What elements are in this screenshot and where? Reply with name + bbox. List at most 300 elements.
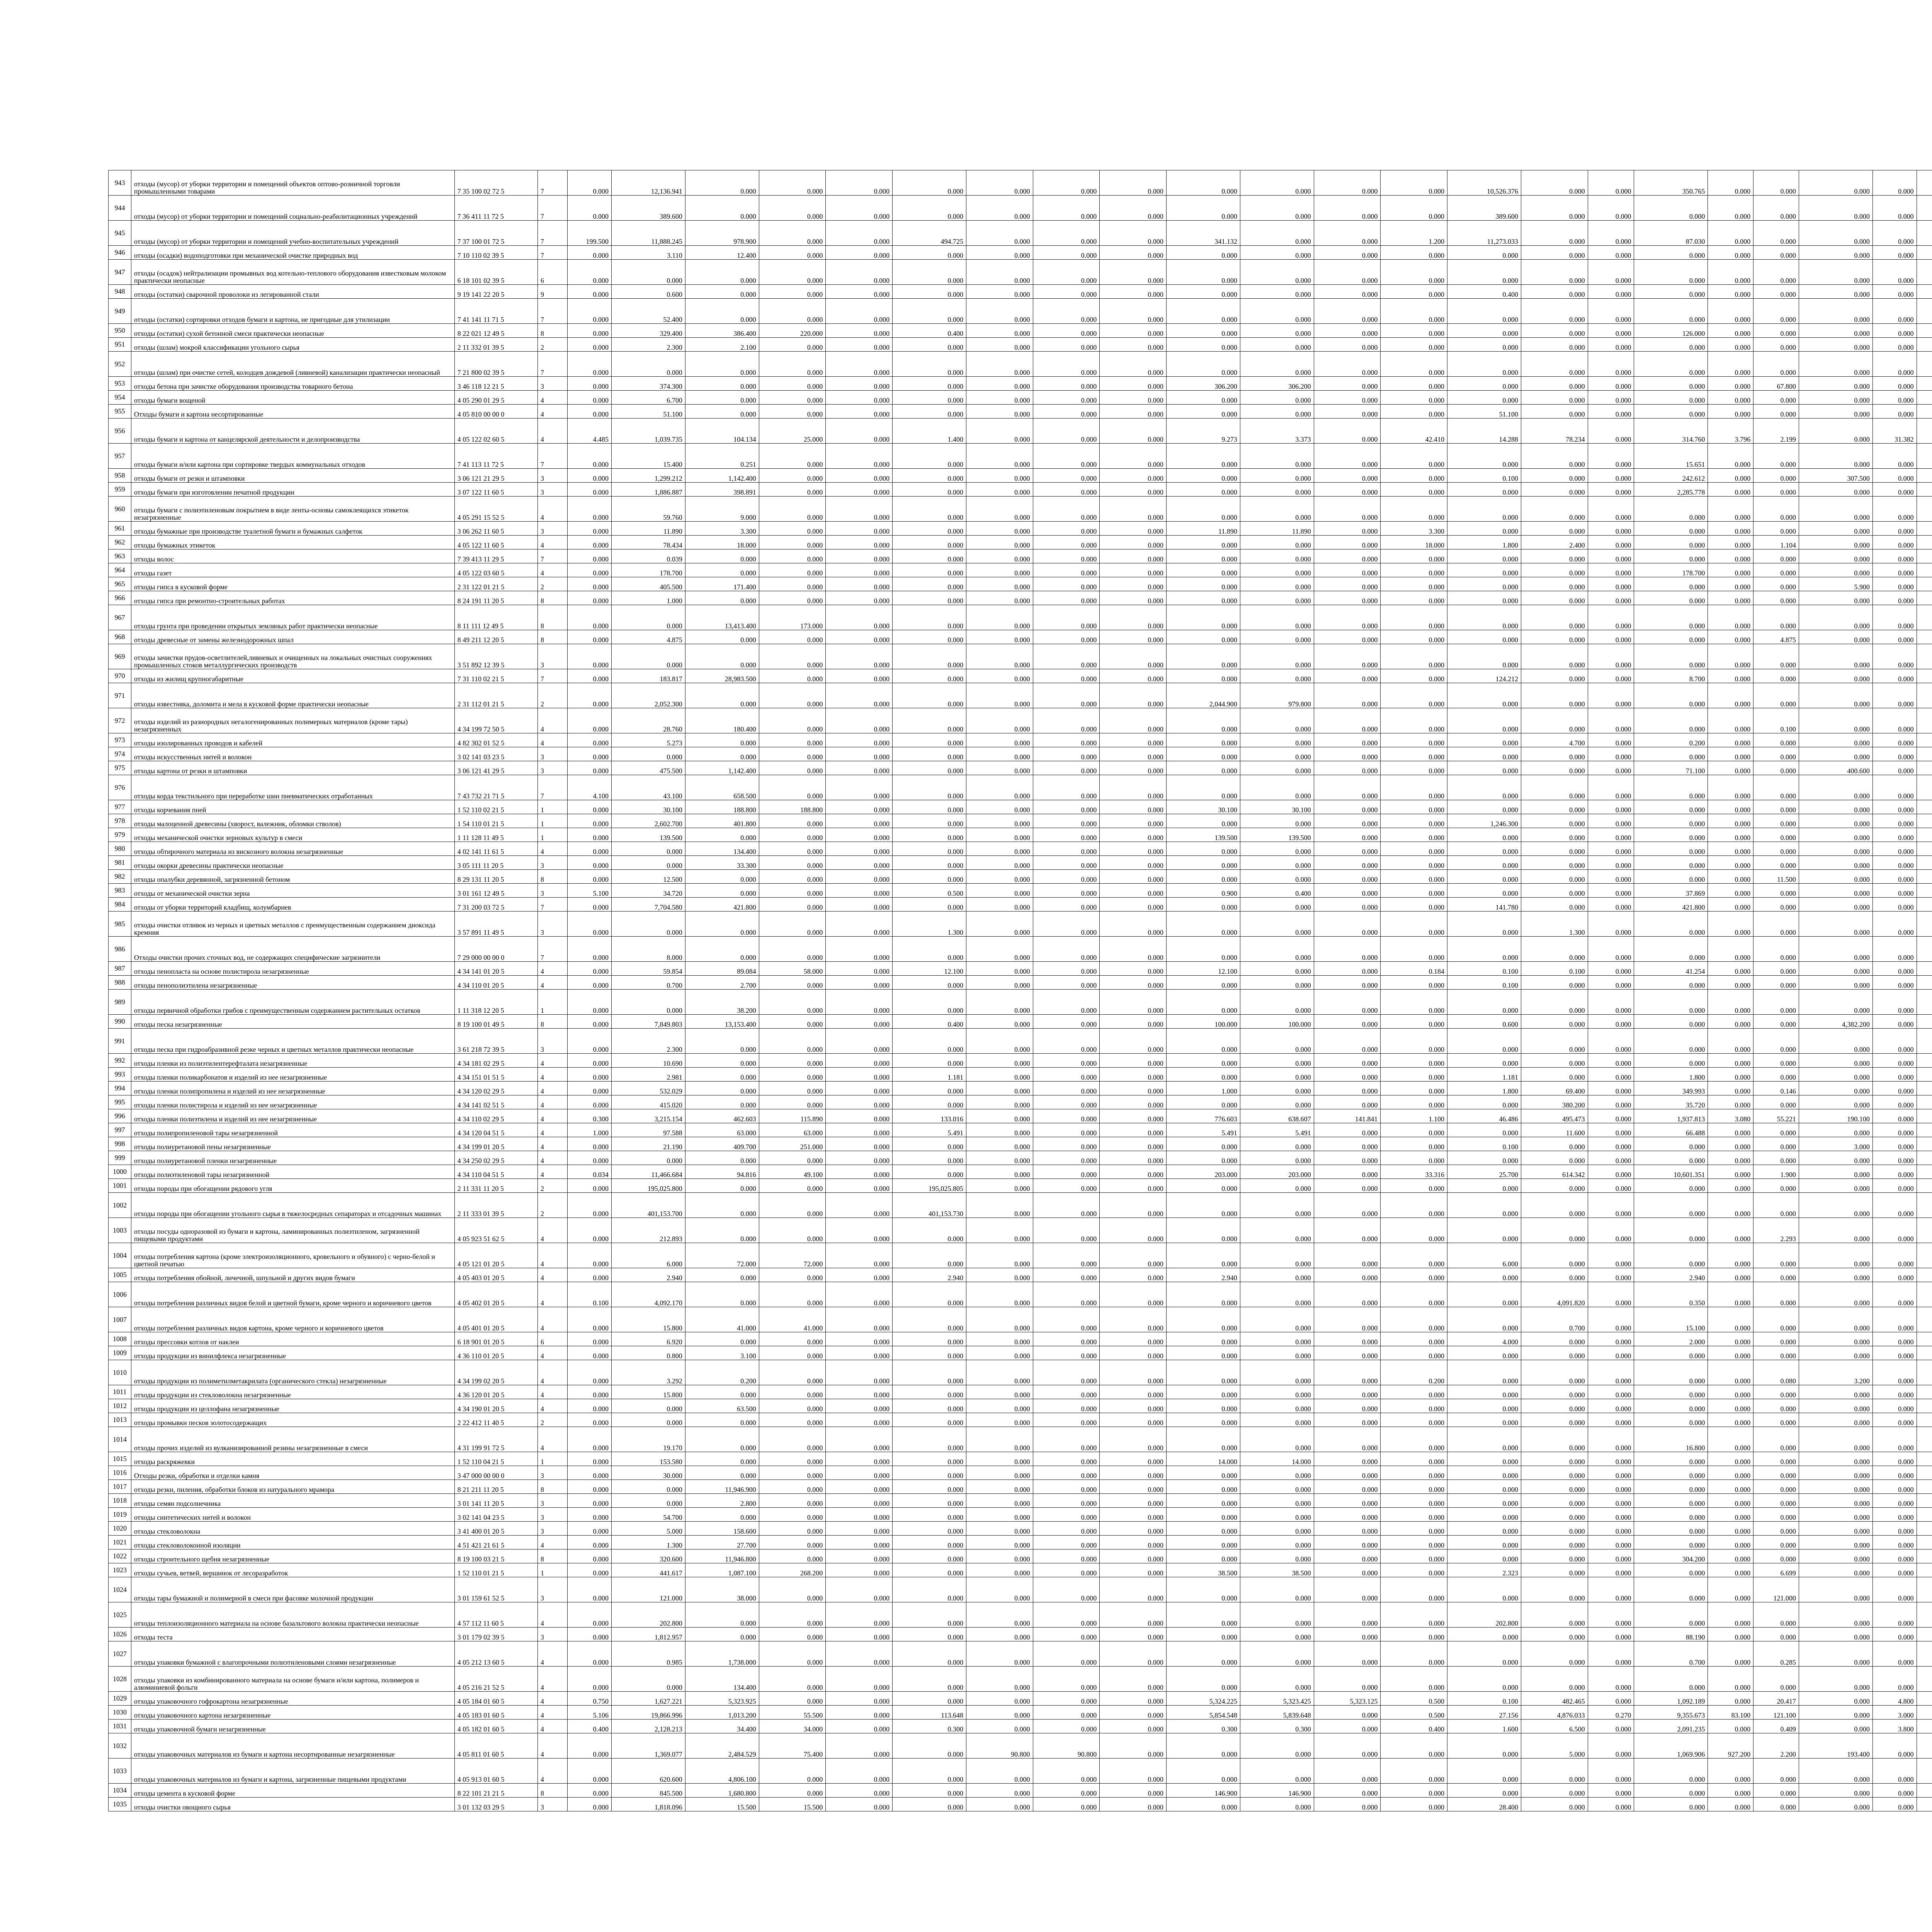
value-cell: 0.000 [966,1759,1033,1784]
value-cell: 475.500 [611,761,685,775]
value-cell: 0.000 [826,1282,893,1307]
value-cell: 0.000 [966,1563,1033,1577]
row-number: 984 [109,898,131,912]
value-cell: 0.000 [1521,1137,1588,1151]
fkko-code: 7 10 110 02 39 5 [454,246,537,260]
fkko-code: 3 01 179 02 39 5 [454,1628,537,1641]
fkko-code: 4 34 181 02 29 5 [454,1054,537,1068]
value-cell: 3.110 [611,246,685,260]
value-cell: 1.600 [1447,1719,1521,1733]
value-cell: 0.000 [1100,814,1167,828]
value-cell: 0.000 [1799,1577,1872,1602]
value-cell: 0.000 [1033,1179,1100,1193]
value-cell: 0.000 [1033,683,1100,708]
value-cell: 0.000 [1753,299,1799,324]
value-cell: 0.000 [1521,497,1588,522]
value-cell: 0.000 [1381,1641,1447,1667]
value-cell: 4.100 [568,775,612,800]
value-cell: 0.000 [1381,1494,1447,1508]
value-cell: 0.000 [1033,577,1100,591]
row-number: 944 [109,196,131,221]
value-cell: 2.100 [685,338,759,352]
value-cell: 0.000 [1872,630,1917,644]
value-cell: 0.000 [1166,1332,1240,1346]
value-cell: 59.760 [611,497,685,522]
value-cell: 0.000 [1033,605,1100,630]
value-cell: 0.000 [1381,990,1447,1015]
value-cell: 0.000 [568,522,612,536]
value-cell: 0.000 [1447,1399,1521,1413]
row-number: 973 [109,733,131,747]
value-cell: 0.000 [1634,1193,1708,1218]
value-cell: 0.000 [1033,1719,1100,1733]
row-number: 949 [109,299,131,324]
value-cell: 0.000 [966,522,1033,536]
value-cell: 0.000 [1240,912,1314,937]
value-cell: 409.700 [685,1137,759,1151]
value-cell: 33.316 [1381,1165,1447,1179]
value-cell: 0.000 [568,1641,612,1667]
waste-class: 8 [538,591,568,605]
row-number: 958 [109,469,131,483]
value-cell: 0.000 [1381,469,1447,483]
waste-name: отходы упаковочных материалов из бумаги и картона несортированные незагрязненные [131,1733,454,1759]
value-cell: 0.000 [568,1427,612,1452]
value-cell: 0.000 [1799,1563,1872,1577]
table-row [109,1332,1932,1346]
table-row [109,444,1932,469]
value-cell: 0.000 [1314,990,1381,1015]
value-cell: 11,946.800 [685,1549,759,1563]
value-cell: 0.000 [826,444,893,469]
value-cell: 0.000 [1166,497,1240,522]
value-cell: 0.000 [1447,1307,1521,1332]
value-cell: 0.000 [685,884,759,898]
value-cell: 0.000 [1033,1628,1100,1641]
table-row [109,1095,1932,1109]
value-cell: 0.000 [826,1413,893,1427]
value-cell: 0.000 [1634,196,1708,221]
value-cell: 0.000 [1166,990,1240,1015]
row-number: 1007 [109,1307,131,1332]
value-cell: 0.000 [1166,1427,1240,1452]
value-cell: 0.000 [1447,1667,1521,1692]
value-cell: 0.000 [611,352,685,377]
row-number: 997 [109,1123,131,1137]
table-row [109,1165,1932,1179]
value-cell: 0.000 [1588,260,1634,285]
value-cell: 0.000 [1588,1332,1634,1346]
fkko-code: 2 11 333 01 39 5 [454,1193,537,1218]
value-cell: 0.000 [1447,1151,1521,1165]
value-cell: 638.607 [1240,1109,1314,1123]
value-cell: 0.000 [1381,1667,1447,1692]
value-cell: 0.000 [1799,1536,1872,1549]
value-cell: 0.000 [826,1095,893,1109]
value-cell: 0.000 [1240,260,1314,285]
value-cell: 0.000 [1872,285,1917,299]
waste-class: 4 [538,1109,568,1123]
value-cell: 0.000 [1033,976,1100,990]
value-cell: 0.000 [1033,1641,1100,1667]
value-cell: 0.000 [893,1480,966,1494]
value-cell: 0.000 [568,1385,612,1399]
value-cell: 0.000 [893,1282,966,1307]
value-cell: 0.700 [1521,1307,1588,1332]
value-cell: 0.000 [1799,1706,1872,1719]
value-cell: 0.000 [1381,630,1447,644]
value-cell: 0.000 [1521,246,1588,260]
value-cell: 0.000 [826,1719,893,1733]
waste-name: отходы пенополиэтилена незагрязненные [131,976,454,990]
value-cell: 0.000 [1588,1399,1634,1413]
value-cell: 0.000 [1381,1563,1447,1577]
waste-class: 3 [538,856,568,870]
value-cell: 0.000 [893,937,966,962]
value-cell: 0.000 [1100,800,1167,814]
value-cell: 0.000 [568,1480,612,1494]
value-cell: 0.000 [1166,898,1240,912]
value-cell: 0.000 [1100,1602,1167,1628]
fkko-code: 8 19 100 03 21 5 [454,1549,537,1563]
value-cell: 0.000 [1240,1549,1314,1563]
value-cell: 0.000 [1314,1706,1381,1719]
value-cell: 0.000 [826,1268,893,1282]
value-cell: 188.800 [685,800,759,814]
value-cell: 0.000 [826,1522,893,1536]
value-cell: 0.000 [1799,1218,1872,1243]
value-cell: 0.000 [1447,775,1521,800]
value-cell: 0.000 [1521,683,1588,708]
value-cell: 0.000 [1634,522,1708,536]
value-cell: 2,044.900 [1166,683,1240,708]
value-cell [1917,1466,1932,1480]
value-cell: 0.000 [1447,444,1521,469]
value-cell: 0.000 [1100,299,1167,324]
value-cell: 0.000 [1634,1784,1708,1798]
fkko-code: 8 22 021 12 49 5 [454,324,537,338]
value-cell: 0.000 [893,775,966,800]
value-cell: 0.000 [1521,1360,1588,1385]
fkko-code: 4 34 110 01 20 5 [454,976,537,990]
value-cell: 0.000 [1708,800,1753,814]
value-cell: 979.800 [1240,683,1314,708]
table-row [109,1360,1932,1385]
value-cell: 0.000 [1100,1733,1167,1759]
value-cell: 0.000 [1240,299,1314,324]
value-cell: 139.500 [611,828,685,842]
value-cell: 0.000 [1033,377,1100,391]
value-cell: 0.000 [1447,1577,1521,1602]
value-cell: 0.000 [1521,1494,1588,1508]
value-cell: 3.300 [1381,522,1447,536]
value-cell: 0.000 [759,1095,826,1109]
value-cell: 0.000 [1521,1399,1588,1413]
value-cell: 0.000 [1240,1522,1314,1536]
value-cell: 0.000 [1872,1218,1917,1243]
value-cell: 55.221 [1753,1109,1799,1123]
value-cell: 28.400 [1447,1798,1521,1811]
value-cell: 0.000 [1447,708,1521,733]
value-cell: 43.100 [611,775,685,800]
value-cell: 0.000 [1799,605,1872,630]
table-row [109,324,1932,338]
value-cell: 3.300 [685,522,759,536]
value-cell: 0.000 [826,469,893,483]
value-cell: 0.000 [1100,1029,1167,1054]
value-cell: 0.000 [1314,170,1381,196]
value-cell: 0.000 [966,1508,1033,1522]
value-cell: 0.000 [1381,497,1447,522]
value-cell: 0.000 [826,870,893,884]
value-cell: 0.000 [1799,246,1872,260]
value-cell: 0.000 [1634,1667,1708,1692]
value-cell: 0.000 [966,1494,1033,1508]
row-number: 1009 [109,1346,131,1360]
value-cell: 0.000 [1521,747,1588,761]
row-number: 948 [109,285,131,299]
value-cell: 90.800 [1033,1733,1100,1759]
value-cell: 0.000 [966,1346,1033,1360]
value-cell: 0.000 [966,1784,1033,1798]
value-cell: 0.000 [1314,1268,1381,1282]
value-cell: 11,273.033 [1447,221,1521,246]
value-cell: 0.000 [1381,1522,1447,1536]
fkko-code: 8 19 100 01 49 5 [454,1015,537,1029]
value-cell: 0.000 [1033,1784,1100,1798]
value-cell: 0.000 [826,1494,893,1508]
value-cell: 0.000 [893,246,966,260]
value-cell [1917,1399,1932,1413]
value-cell: 0.000 [1447,1641,1521,1667]
table-row [109,761,1932,775]
waste-class: 4 [538,962,568,976]
value-cell: 0.270 [1588,1706,1634,1719]
value-cell: 0.000 [1634,352,1708,377]
waste-class: 4 [538,1218,568,1243]
value-cell: 0.000 [1588,683,1634,708]
value-cell: 178.700 [1634,563,1708,577]
value-cell: 0.000 [1447,1282,1521,1307]
table-row [109,377,1932,391]
value-cell: 0.000 [1799,1095,1872,1109]
value-cell: 0.000 [1753,352,1799,377]
value-cell: 0.000 [893,644,966,669]
value-cell: 0.000 [1521,1536,1588,1549]
value-cell: 0.000 [1521,1427,1588,1452]
value-cell: 0.400 [1447,285,1521,299]
value-cell: 0.000 [1708,937,1753,962]
value-cell: 0.000 [1634,299,1708,324]
value-cell: 0.000 [1634,377,1708,391]
value-cell: 1,039.735 [611,418,685,444]
value-cell: 0.000 [568,1413,612,1427]
fkko-code: 4 05 212 13 60 5 [454,1641,537,1667]
value-cell: 0.000 [966,1068,1033,1082]
value-cell: 0.000 [1588,1360,1634,1385]
row-number: 1010 [109,1360,131,1385]
value-cell: 0.000 [759,1054,826,1068]
table-row [109,285,1932,299]
value-cell: 251.000 [759,1137,826,1151]
value-cell [1917,1082,1932,1095]
value-cell: 0.000 [966,352,1033,377]
value-cell: 34.000 [759,1719,826,1733]
value-cell: 0.000 [826,170,893,196]
fkko-code: 6 18 101 02 39 5 [454,260,537,285]
value-cell: 0.000 [1708,1029,1753,1054]
value-cell: 0.000 [1634,937,1708,962]
value-cell: 0.000 [1447,549,1521,563]
value-cell: 0.000 [1799,1759,1872,1784]
row-number: 980 [109,842,131,856]
value-cell: 0.000 [966,1029,1033,1054]
value-cell: 35.720 [1634,1095,1708,1109]
value-cell: 0.000 [1166,1577,1240,1602]
fkko-code: 4 34 141 01 20 5 [454,962,537,976]
value-cell: 0.000 [611,1151,685,1165]
value-cell: 0.000 [568,747,612,761]
value-cell: 0.000 [1033,1068,1100,1082]
value-cell: 0.000 [1314,324,1381,338]
value-cell: 0.000 [1447,1054,1521,1068]
waste-name: отходы породы при обогащении рядового угля [131,1179,454,1193]
row-number: 989 [109,990,131,1015]
value-cell: 0.000 [1100,563,1167,577]
value-cell: 0.000 [1166,976,1240,990]
value-cell: 0.000 [1753,761,1799,775]
value-cell: 0.000 [1872,1095,1917,1109]
table-row [109,1602,1932,1628]
value-cell: 126.000 [1634,324,1708,338]
row-number: 1003 [109,1218,131,1243]
value-cell: 0.000 [759,522,826,536]
value-cell: 0.000 [826,1480,893,1494]
value-cell: 0.000 [1033,828,1100,842]
value-cell: 0.000 [1381,1452,1447,1466]
value-cell: 8.000 [611,937,685,962]
value-cell: 0.000 [1166,1095,1240,1109]
fkko-code: 4 05 811 01 60 5 [454,1733,537,1759]
value-cell [1917,870,1932,884]
value-cell [1917,1692,1932,1706]
waste-class: 4 [538,1307,568,1332]
value-cell: 2.940 [1166,1268,1240,1282]
value-cell: 0.000 [1381,1798,1447,1811]
value-cell: 0.000 [1447,884,1521,898]
value-cell: 0.000 [826,898,893,912]
value-cell: 0.000 [826,1179,893,1193]
value-cell: 0.000 [568,1399,612,1413]
value-cell: 0.000 [1033,1054,1100,1068]
value-cell: 0.000 [1033,221,1100,246]
table-row [109,1706,1932,1719]
value-cell: 0.000 [759,1692,826,1706]
value-cell: 0.000 [568,260,612,285]
value-cell: 0.000 [1033,1522,1100,1536]
value-cell: 0.000 [1100,1466,1167,1480]
waste-table-page [108,170,1932,1811]
value-cell: 0.000 [1799,324,1872,338]
value-cell: 0.000 [1872,733,1917,747]
value-cell: 0.000 [1314,522,1381,536]
value-cell: 0.000 [893,522,966,536]
value-cell: 0.000 [893,1577,966,1602]
row-number: 982 [109,870,131,884]
fkko-code: 4 02 141 11 61 5 [454,842,537,856]
value-cell: 2,091.235 [1634,1719,1708,1733]
value-cell: 0.000 [826,196,893,221]
value-cell [1917,1522,1932,1536]
value-cell: 0.000 [1753,1522,1799,1536]
value-cell: 0.000 [1799,299,1872,324]
value-cell: 0.000 [685,260,759,285]
waste-class: 7 [538,937,568,962]
value-cell: 0.000 [893,1385,966,1399]
value-cell: 11.500 [1753,870,1799,884]
value-cell: 0.000 [1521,814,1588,828]
value-cell: 0.000 [1753,605,1799,630]
value-cell: 0.000 [1033,1193,1100,1218]
value-cell: 0.000 [759,1667,826,1692]
value-cell [1917,1480,1932,1494]
value-cell: 0.100 [1521,962,1588,976]
value-cell: 0.000 [1521,469,1588,483]
waste-class: 4 [538,405,568,418]
value-cell: 0.000 [1033,884,1100,898]
value-cell: 0.000 [893,1165,966,1179]
value-cell: 0.000 [1381,669,1447,683]
value-cell: 42.410 [1381,418,1447,444]
waste-name: отходы опалубки деревянной, загрязненной бетоном [131,870,454,884]
value-cell: 0.000 [1521,1577,1588,1602]
value-cell: 0.000 [1872,644,1917,669]
value-cell: 0.000 [826,775,893,800]
value-cell: 0.000 [966,870,1033,884]
value-cell: 0.000 [1033,1151,1100,1165]
value-cell: 0.000 [685,1385,759,1399]
row-number: 991 [109,1029,131,1054]
value-cell: 0.000 [1521,1549,1588,1563]
value-cell: 0.700 [611,976,685,990]
value-cell: 0.000 [1799,1549,1872,1563]
value-cell: 0.000 [1799,962,1872,976]
value-cell: 0.000 [826,1577,893,1602]
value-cell [1917,708,1932,733]
value-cell: 0.000 [966,1549,1033,1563]
waste-class: 4 [538,1733,568,1759]
value-cell: 0.000 [1634,1399,1708,1413]
value-cell: 0.000 [1872,1385,1917,1399]
table-row [109,1109,1932,1123]
value-cell: 0.000 [759,285,826,299]
value-cell: 0.000 [893,1466,966,1480]
value-cell: 0.000 [1634,1577,1708,1602]
value-cell: 0.000 [685,937,759,962]
row-number: 957 [109,444,131,469]
value-cell: 0.000 [1033,630,1100,644]
value-cell: 0.000 [568,1346,612,1360]
waste-class: 4 [538,1151,568,1165]
value-cell: 12.100 [893,962,966,976]
value-cell: 0.000 [966,1243,1033,1268]
value-cell: 0.000 [1240,708,1314,733]
table-row [109,912,1932,937]
value-cell: 0.000 [1753,444,1799,469]
value-cell: 0.000 [1588,1179,1634,1193]
value-cell: 0.000 [966,1667,1033,1692]
value-cell: 0.000 [893,1549,966,1563]
